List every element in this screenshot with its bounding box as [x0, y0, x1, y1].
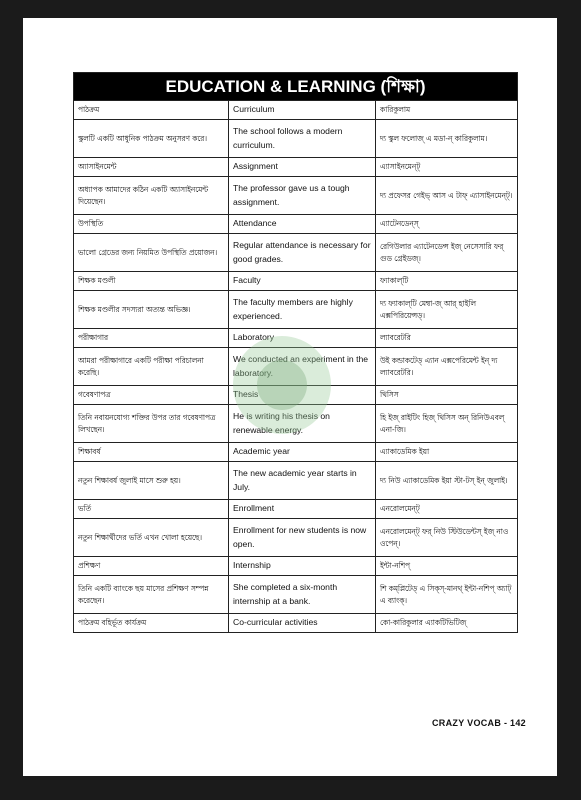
english-cell: Academic year: [229, 443, 376, 461]
table-row: [74, 215, 517, 234]
bengali-cell: অ্যাসাইনমেন্ট: [74, 158, 229, 176]
table-row: [74, 500, 517, 519]
page-sheet: [23, 18, 557, 776]
table-title: EDUCATION & LEARNING (শিক্ষা): [74, 73, 517, 101]
english-cell: Thesis: [229, 386, 376, 404]
table-row: [74, 158, 517, 177]
english-cell: Enrollment: [229, 500, 376, 518]
bengali-cell: শিক্ষক মণ্ডলী: [74, 272, 229, 290]
english-cell: Enrollment for new students is now open.: [229, 519, 376, 556]
pronunciation-cell: দ্য স্কুল ফলোজ্ এ মডা-ন্ কারিকুলাম।: [380, 133, 488, 143]
english-cell: Faculty: [229, 272, 376, 290]
english-cell: He is writing his thesis on renewable energy.: [229, 405, 376, 442]
pronunciation-cell: কো-কারিকুলার এ্যাকটিভিটিজ্: [380, 618, 467, 628]
pronunciation-cell: এ্যাসাইনমেন্ট্: [380, 162, 421, 172]
bengali-cell: স্কুলটি একটি আধুনিক পাঠক্রম অনুসরণ করে।: [74, 120, 229, 157]
table-row: [74, 462, 517, 500]
pronunciation-cell: ইন্টা-নশিপ্: [380, 561, 410, 571]
table-row: [74, 405, 517, 443]
table-row: [74, 519, 517, 557]
english-cell: Internship: [229, 557, 376, 575]
english-cell: Attendance: [229, 215, 376, 233]
table-row: [74, 101, 517, 120]
pronunciation-cell: ফ্যাকাল্‌টি: [380, 276, 409, 286]
bengali-cell: তিনি নবায়নযোগ্য শক্তির উপর তার গবেষণাপত্র লিখছেন।: [74, 405, 229, 442]
english-cell: She completed a six-month internship at a bank.: [229, 576, 376, 613]
table-row: [74, 576, 517, 614]
pronunciation-cell: দ্য প্রফেসর গেইভ্ আস এ টাফ্ এ্যাসাইনমেন্ট্।: [380, 190, 513, 200]
english-cell: The professor gave us a tough assignment.: [229, 177, 376, 214]
table-row: [74, 329, 517, 348]
bengali-cell: নতুন শিক্ষার্থীদের ভর্তি এখন খোলা হয়েছে।: [74, 519, 229, 556]
table-row: [74, 557, 517, 576]
bengali-cell: ভালো গ্রেডের জন্য নিয়মিত উপস্থিতি প্রয়োজন।: [74, 234, 229, 271]
pronunciation-cell: শি কম্‌প্লিটেড্ এ সিক্স্-মানথ্ ইন্টা-নশিপ্ অ্যাট্ এ ব্যাংক্।: [380, 584, 512, 605]
table-row: [74, 291, 517, 329]
table-row: [74, 614, 517, 632]
table-body: [74, 101, 517, 632]
table-row: [74, 234, 517, 272]
pronunciation-cell: উই কন্ডাকটেড্ এ্যান এক্সপেরিমেন্ট ইন্ দ্য ল্যাবরেটরি।: [380, 356, 498, 377]
english-cell: Regular attendance is necessary for good grades.: [229, 234, 376, 271]
bengali-cell: গবেষণাপত্র: [74, 386, 229, 404]
pronunciation-cell: থিসিস: [380, 390, 399, 400]
english-cell: The school follows a modern curriculum.: [229, 120, 376, 157]
table-row: [74, 443, 517, 462]
bengali-cell: পাঠক্রম বহির্ভূত কার্যক্রম: [74, 614, 229, 632]
bengali-cell: অধ্যাপক আমাদের কঠিন একটি অ্যাসাইনমেন্ট দিয়েছেন।: [74, 177, 229, 214]
pronunciation-cell: এ্যাটেনডেন্স্: [380, 219, 419, 229]
pronunciation-cell: দ্য ফ্যাকাল্‌টি মেম্বা-জ্ আর্ হাইলি এক্সপিরিয়েন্সড্।: [380, 299, 476, 320]
table-row: [74, 272, 517, 291]
bengali-cell: শিক্ষক মণ্ডলীর সদস্যরা অত্যন্ত অভিজ্ঞ।: [74, 291, 229, 328]
pronunciation-cell: রেগিউলার এ্যাটেনডেন্স ইজ্ নেসেসারি ফর্ গুড গ্রেইডজ্।: [380, 242, 504, 263]
bengali-cell: পাঠক্রম: [74, 101, 229, 119]
vocab-table: [73, 72, 518, 633]
table-row: [74, 386, 517, 405]
table-row: [74, 348, 517, 386]
pronunciation-cell: এনরোলমেন্ট্: [380, 504, 420, 514]
bengali-cell: পরীক্ষাগার: [74, 329, 229, 347]
table-row: [74, 120, 517, 158]
bengali-cell: উপস্থিতি: [74, 215, 229, 233]
english-cell: We conducted an experiment in the laboratory.: [229, 348, 376, 385]
pronunciation-cell: এ্যাকাডেমিক ইয়া: [380, 447, 430, 457]
english-cell: The faculty members are highly experienced.: [229, 291, 376, 328]
bengali-cell: নতুন শিক্ষাবর্ষ জুলাই মাসে শুরু হয়।: [74, 462, 229, 499]
bengali-cell: ভর্তি: [74, 500, 229, 518]
pronunciation-cell: দ্য নিউ এ্যাকাডেমিক ইয়া স্টা-টস্ ইন্ জুলাই।: [380, 475, 508, 485]
english-cell: Laboratory: [229, 329, 376, 347]
bengali-cell: তিনি একটি ব্যাংকে ছয় মাসের প্রশিক্ষণ সম্পন্ন করেছেন।: [74, 576, 229, 613]
page-footer: CRAZY VOCAB - 142: [432, 718, 526, 728]
bengali-cell: প্রশিক্ষণ: [74, 557, 229, 575]
english-cell: Assignment: [229, 158, 376, 176]
pronunciation-cell: ল্যাবরেটরি: [380, 333, 411, 343]
pronunciation-cell: কারিকুলাম: [380, 105, 411, 115]
pronunciation-cell: এনরোলমেন্ট্ ফর্ নিউ স্টিউডেন্টস্ ইজ্ নাও ওপেন্।: [380, 527, 509, 548]
pronunciation-cell: হি ইজ্ রাইটিং হিজ্ থিসিস অন্ রিনিউএবল্ এনা-জি।: [380, 413, 505, 434]
bengali-cell: শিক্ষাবর্ষ: [74, 443, 229, 461]
english-cell: The new academic year starts in July.: [229, 462, 376, 499]
table-row: [74, 177, 517, 215]
bengali-cell: আমরা পরীক্ষাগারে একটি পরীক্ষা পরিচালনা করেছি।: [74, 348, 229, 385]
english-cell: Curriculum: [229, 101, 376, 119]
english-cell: Co-curricular activities: [229, 614, 376, 632]
